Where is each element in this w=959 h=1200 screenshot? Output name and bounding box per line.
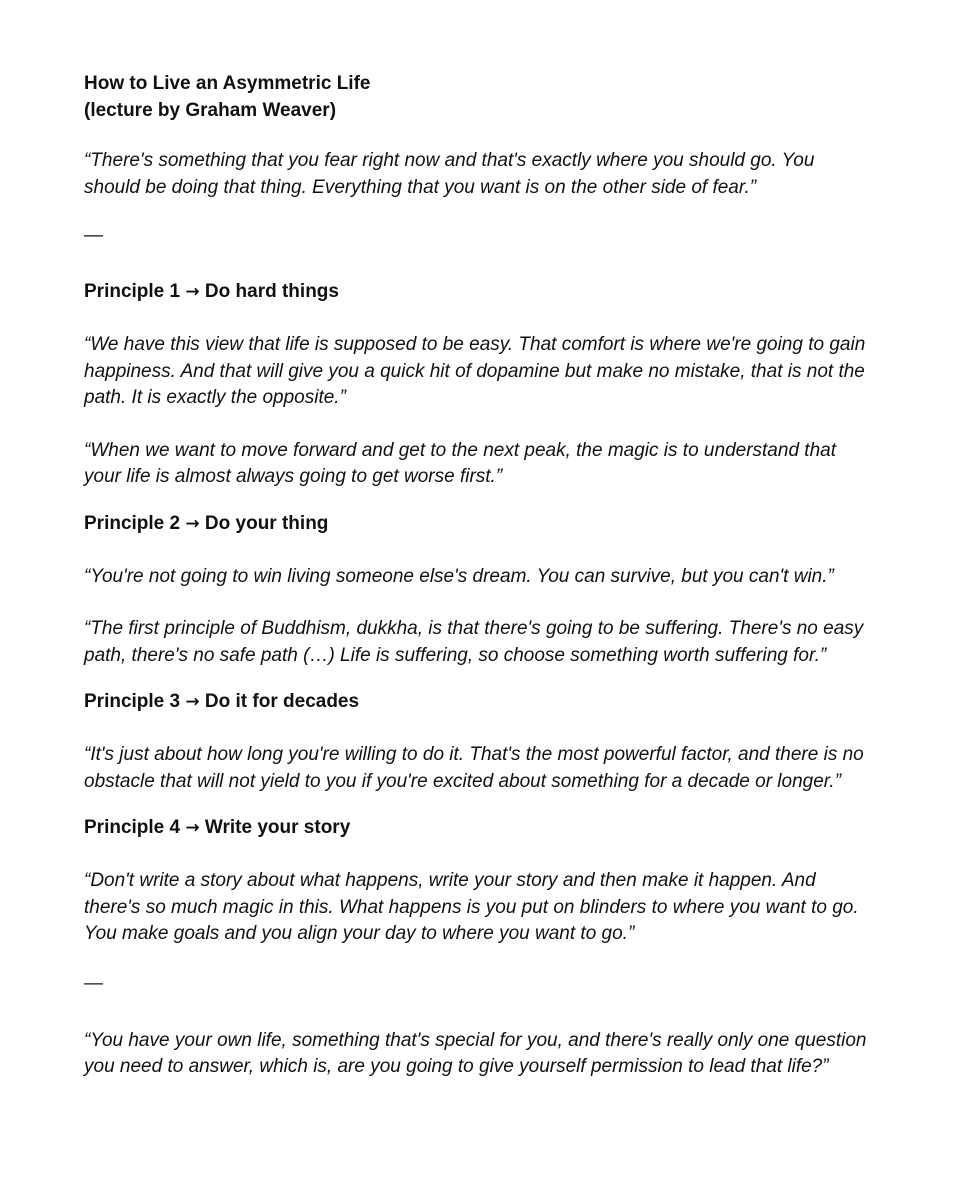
principle-4-number: Principle 4 — [84, 817, 181, 838]
arrow-icon: → — [185, 282, 200, 302]
closing-quote: “You have your own life, something that's special for you, and there's really only one question you need to answer, which is, are you going to give yourself permission to lead that life?” — [84, 1029, 867, 1077]
principle-3-name: Do it for decades — [204, 691, 360, 712]
principle-1-quote-1: “We have this view that life is supposed to be easy. That comfort is where we're going to gain happiness. And that will give you a quick hit of dopamine but make no mistake, that is not the path. It is exactly the opposite.” — [84, 334, 866, 408]
principle-1-heading — [84, 279, 904, 305]
arrow-icon: → — [185, 818, 200, 838]
document-title — [84, 70, 904, 124]
title-line-1: How to Live an Asymmetric Life — [84, 73, 371, 94]
title-line-2: (lecture by Graham Weaver) — [84, 100, 337, 121]
document-page — [84, 70, 904, 1081]
arrow-icon: → — [185, 692, 200, 712]
section-divider: — — [84, 225, 103, 246]
principle-1-quote-2: “When we want to move forward and get to the next peak, the magic is to understand that your life is almost always going to get worse first.” — [84, 439, 836, 487]
principle-1-number: Principle 1 — [84, 281, 181, 302]
principle-3-quote-1: “It's just about how long you're willing to do it. That's the most powerful factor, and there is no obstacle that will not yield to you if you're excited about something for a decade or longer.” — [84, 744, 864, 792]
principle-2-name: Do your thing — [204, 512, 329, 534]
intro-quote: “There's something that you fear right now and that's exactly where you should go. You should be doing that thing. Everything that you want is on the other side of fear.” — [84, 150, 815, 198]
principle-4-heading — [84, 815, 904, 841]
principle-3-heading — [84, 689, 904, 715]
arrow-icon: → — [185, 513, 200, 534]
principle-2-number: Principle 2 — [84, 512, 181, 534]
principle-2-heading — [84, 511, 904, 537]
principle-4-name: Write your story — [204, 817, 351, 838]
principle-3-number: Principle 3 — [84, 691, 181, 712]
principle-4-quote-1: “Don't write a story about what happens, write your story and then make it happen. And there's so much magic in this. What happens is you put on blinders to where you want to go. You make goals and you align your day to where you want to go.” — [84, 870, 859, 944]
principle-1-name: Do hard things — [204, 281, 339, 302]
section-divider: — — [84, 972, 103, 994]
principle-2-quote-2: “The first principle of Buddhism, dukkha, is that there's going to be suffering. There's no easy path, there's no safe path (…) Life is suffering, so choose something worth suffering for.” — [84, 618, 864, 666]
principle-2-quote-1: “You're not going to win living someone else's dream. You can survive, but you can't win.” — [84, 565, 834, 587]
